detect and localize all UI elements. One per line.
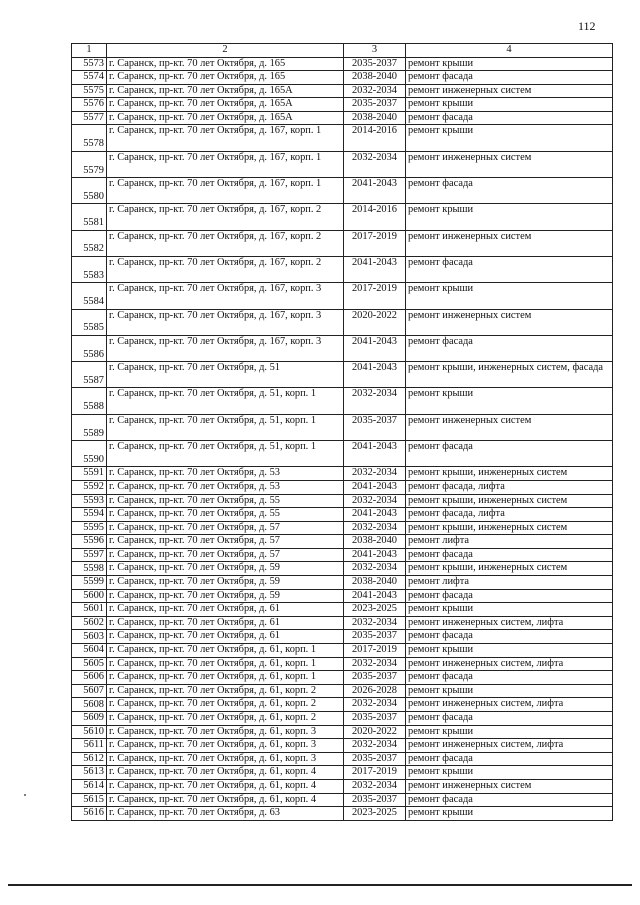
row-work-type: ремонт крыши xyxy=(406,644,613,658)
row-number: 5601 xyxy=(72,603,107,617)
row-number: 5588 xyxy=(72,388,107,414)
row-number: 5574 xyxy=(72,71,107,85)
row-work-type: ремонт крыши, инженерных систем xyxy=(406,467,613,481)
table-row xyxy=(72,441,613,467)
row-period: 2032-2034 xyxy=(344,467,406,481)
table-row xyxy=(72,548,613,562)
row-period: 2032-2034 xyxy=(344,779,406,793)
table-row xyxy=(72,178,613,204)
table-row xyxy=(72,725,613,739)
table-row xyxy=(72,793,613,807)
row-work-type: ремонт крыши xyxy=(406,283,613,309)
table-row xyxy=(72,671,613,685)
row-number: 5590 xyxy=(72,441,107,467)
table-row xyxy=(72,712,613,726)
table-row xyxy=(72,535,613,549)
table-row xyxy=(72,111,613,125)
repair-schedule-table xyxy=(71,43,613,821)
row-period: 2032-2034 xyxy=(344,657,406,671)
row-number: 5606 xyxy=(72,671,107,685)
table-row xyxy=(72,698,613,712)
table-row xyxy=(72,494,613,508)
row-work-type: ремонт инженерных систем xyxy=(406,414,613,440)
table-row xyxy=(72,766,613,780)
row-period: 2038-2040 xyxy=(344,111,406,125)
row-address: г. Саранск, пр-кт. 70 лет Октября, д. 167, корп. 3 xyxy=(107,283,344,309)
row-address: г. Саранск, пр-кт. 70 лет Октября, д. 61, корп. 2 xyxy=(107,684,344,698)
row-work-type: ремонт крыши xyxy=(406,684,613,698)
row-period: 2017-2019 xyxy=(344,283,406,309)
table-row xyxy=(72,576,613,590)
row-number: 5615 xyxy=(72,793,107,807)
row-address: г. Саранск, пр-кт. 70 лет Октября, д. 165 xyxy=(107,57,344,71)
row-period: 2014-2016 xyxy=(344,125,406,151)
table-row xyxy=(72,644,613,658)
row-number: 5591 xyxy=(72,467,107,481)
row-address: г. Саранск, пр-кт. 70 лет Октября, д. 165 xyxy=(107,71,344,85)
row-work-type: ремонт крыши, инженерных систем, фасада xyxy=(406,362,613,388)
row-work-type: ремонт фасада xyxy=(406,793,613,807)
row-work-type: ремонт фасада, лифта xyxy=(406,508,613,522)
row-address: г. Саранск, пр-кт. 70 лет Октября, д. 167, корп. 3 xyxy=(107,335,344,361)
table-row xyxy=(72,807,613,821)
row-work-type: ремонт фасада xyxy=(406,178,613,204)
table-row xyxy=(72,480,613,494)
row-number: 5609 xyxy=(72,712,107,726)
row-number: 5573 xyxy=(72,57,107,71)
row-address: г. Саранск, пр-кт. 70 лет Октября, д. 167, корп. 3 xyxy=(107,309,344,335)
row-work-type: ремонт крыши xyxy=(406,725,613,739)
row-address: г. Саранск, пр-кт. 70 лет Октября, д. 59 xyxy=(107,562,344,576)
row-address: г. Саранск, пр-кт. 70 лет Октября, д. 165А xyxy=(107,98,344,112)
footer-rule xyxy=(8,884,632,886)
row-period: 2032-2034 xyxy=(344,739,406,753)
row-address: г. Саранск, пр-кт. 70 лет Октября, д. 53 xyxy=(107,480,344,494)
row-period: 2041-2043 xyxy=(344,335,406,361)
row-period: 2032-2034 xyxy=(344,84,406,98)
row-number: 5602 xyxy=(72,616,107,630)
table-row xyxy=(72,362,613,388)
table-row xyxy=(72,151,613,177)
row-number: 5614 xyxy=(72,779,107,793)
row-period: 2032-2034 xyxy=(344,151,406,177)
row-work-type: ремонт инженерных систем xyxy=(406,309,613,335)
row-work-type: ремонт крыши xyxy=(406,807,613,821)
row-work-type: ремонт крыши, инженерных систем xyxy=(406,494,613,508)
row-address: г. Саранск, пр-кт. 70 лет Октября, д. 57 xyxy=(107,535,344,549)
row-address: г. Саранск, пр-кт. 70 лет Октября, д. 61, корп. 4 xyxy=(107,793,344,807)
row-work-type: ремонт крыши xyxy=(406,388,613,414)
row-number: 5578 xyxy=(72,125,107,151)
row-address: г. Саранск, пр-кт. 70 лет Октября, д. 165А xyxy=(107,84,344,98)
page-number: 112 xyxy=(578,19,596,33)
row-address: г. Саранск, пр-кт. 70 лет Октября, д. 53 xyxy=(107,467,344,481)
row-address: г. Саранск, пр-кт. 70 лет Октября, д. 63 xyxy=(107,807,344,821)
row-number: 5589 xyxy=(72,414,107,440)
row-period: 2032-2034 xyxy=(344,388,406,414)
row-period: 2017-2019 xyxy=(344,644,406,658)
table-row xyxy=(72,283,613,309)
row-period: 2023-2025 xyxy=(344,807,406,821)
row-period: 2020-2022 xyxy=(344,309,406,335)
row-period: 2035-2037 xyxy=(344,98,406,112)
row-address: г. Саранск, пр-кт. 70 лет Октября, д. 61, корп. 3 xyxy=(107,739,344,753)
row-address: г. Саранск, пр-кт. 70 лет Октября, д. 165А xyxy=(107,111,344,125)
column-header-4: 4 xyxy=(406,44,613,58)
row-address: г. Саранск, пр-кт. 70 лет Октября, д. 61, корп. 1 xyxy=(107,657,344,671)
row-number: 5613 xyxy=(72,766,107,780)
table-row xyxy=(72,589,613,603)
row-work-type: ремонт фасада xyxy=(406,589,613,603)
row-address: г. Саранск, пр-кт. 70 лет Октября, д. 61, корп. 3 xyxy=(107,752,344,766)
row-address: г. Саранск, пр-кт. 70 лет Октября, д. 167, корп. 1 xyxy=(107,178,344,204)
row-period: 2041-2043 xyxy=(344,548,406,562)
row-number: 5576 xyxy=(72,98,107,112)
row-address: г. Саранск, пр-кт. 70 лет Октября, д. 57 xyxy=(107,548,344,562)
table-row xyxy=(72,779,613,793)
row-period: 2020-2022 xyxy=(344,725,406,739)
row-number: 5581 xyxy=(72,204,107,230)
table-row xyxy=(72,562,613,576)
row-work-type: ремонт лифта xyxy=(406,576,613,590)
row-number: 5599 xyxy=(72,576,107,590)
row-number: 5595 xyxy=(72,521,107,535)
row-period: 2038-2040 xyxy=(344,535,406,549)
row-work-type: ремонт крыши xyxy=(406,766,613,780)
table-row xyxy=(72,467,613,481)
row-period: 2032-2034 xyxy=(344,562,406,576)
row-address: г. Саранск, пр-кт. 70 лет Октября, д. 59 xyxy=(107,576,344,590)
table-row xyxy=(72,684,613,698)
table-row xyxy=(72,57,613,71)
row-number: 5603 xyxy=(72,630,107,644)
row-address: г. Саранск, пр-кт. 70 лет Октября, д. 61, корп. 4 xyxy=(107,779,344,793)
table-row xyxy=(72,739,613,753)
row-number: 5616 xyxy=(72,807,107,821)
row-number: 5600 xyxy=(72,589,107,603)
row-work-type: ремонт фасада xyxy=(406,111,613,125)
row-number: 5611 xyxy=(72,739,107,753)
row-address: г. Саранск, пр-кт. 70 лет Октября, д. 61, корп. 3 xyxy=(107,725,344,739)
row-number: 5596 xyxy=(72,535,107,549)
row-period: 2041-2043 xyxy=(344,256,406,282)
row-work-type: ремонт крыши xyxy=(406,204,613,230)
row-work-type: ремонт фасада xyxy=(406,712,613,726)
table-row xyxy=(72,230,613,256)
row-work-type: ремонт фасада, лифта xyxy=(406,480,613,494)
table-row xyxy=(72,125,613,151)
row-number: 5585 xyxy=(72,309,107,335)
column-header-2: 2 xyxy=(107,44,344,58)
row-number: 5577 xyxy=(72,111,107,125)
row-number: 5598 xyxy=(72,562,107,576)
row-work-type: ремонт инженерных систем, лифта xyxy=(406,698,613,712)
column-header-3: 3 xyxy=(344,44,406,58)
table-row xyxy=(72,616,613,630)
row-address: г. Саранск, пр-кт. 70 лет Октября, д. 61, корп. 2 xyxy=(107,712,344,726)
row-work-type: ремонт крыши, инженерных систем xyxy=(406,521,613,535)
row-address: г. Саранск, пр-кт. 70 лет Октября, д. 51, корп. 1 xyxy=(107,414,344,440)
column-header-1: 1 xyxy=(72,44,107,58)
table-row xyxy=(72,204,613,230)
table-row xyxy=(72,388,613,414)
row-work-type: ремонт крыши xyxy=(406,125,613,151)
row-period: 2035-2037 xyxy=(344,712,406,726)
row-work-type: ремонт фасада xyxy=(406,71,613,85)
table-row xyxy=(72,508,613,522)
row-address: г. Саранск, пр-кт. 70 лет Октября, д. 61 xyxy=(107,603,344,617)
row-work-type: ремонт лифта xyxy=(406,535,613,549)
row-address: г. Саранск, пр-кт. 70 лет Октября, д. 51, корп. 1 xyxy=(107,388,344,414)
row-number: 5608 xyxy=(72,698,107,712)
row-number: 5579 xyxy=(72,151,107,177)
scan-mark xyxy=(24,794,26,796)
row-address: г. Саранск, пр-кт. 70 лет Октября, д. 61 xyxy=(107,630,344,644)
table-row xyxy=(72,603,613,617)
row-period: 2041-2043 xyxy=(344,480,406,494)
table-row xyxy=(72,657,613,671)
row-address: г. Саранск, пр-кт. 70 лет Октября, д. 61, корп. 1 xyxy=(107,644,344,658)
row-number: 5593 xyxy=(72,494,107,508)
row-address: г. Саранск, пр-кт. 70 лет Октября, д. 51 xyxy=(107,362,344,388)
row-work-type: ремонт инженерных систем xyxy=(406,779,613,793)
row-work-type: ремонт инженерных систем, лифта xyxy=(406,739,613,753)
row-number: 5607 xyxy=(72,684,107,698)
row-number: 5582 xyxy=(72,230,107,256)
row-work-type: ремонт фасада xyxy=(406,335,613,361)
row-number: 5586 xyxy=(72,335,107,361)
table-row xyxy=(72,309,613,335)
row-number: 5587 xyxy=(72,362,107,388)
row-address: г. Саранск, пр-кт. 70 лет Октября, д. 167, корп. 2 xyxy=(107,256,344,282)
row-number: 5575 xyxy=(72,84,107,98)
row-period: 2035-2037 xyxy=(344,57,406,71)
row-address: г. Саранск, пр-кт. 70 лет Октября, д. 167, корп. 2 xyxy=(107,230,344,256)
row-address: г. Саранск, пр-кт. 70 лет Октября, д. 167, корп. 1 xyxy=(107,125,344,151)
row-period: 2041-2043 xyxy=(344,362,406,388)
row-work-type: ремонт инженерных систем, лифта xyxy=(406,657,613,671)
table-row xyxy=(72,256,613,282)
row-address: г. Саранск, пр-кт. 70 лет Октября, д. 57 xyxy=(107,521,344,535)
row-period: 2032-2034 xyxy=(344,494,406,508)
row-number: 5583 xyxy=(72,256,107,282)
table-row xyxy=(72,521,613,535)
row-address: г. Саранск, пр-кт. 70 лет Октября, д. 59 xyxy=(107,589,344,603)
row-period: 2017-2019 xyxy=(344,230,406,256)
row-address: г. Саранск, пр-кт. 70 лет Октября, д. 61, корп. 2 xyxy=(107,698,344,712)
row-period: 2041-2043 xyxy=(344,508,406,522)
row-work-type: ремонт фасада xyxy=(406,441,613,467)
row-work-type: ремонт фасада xyxy=(406,548,613,562)
row-number: 5594 xyxy=(72,508,107,522)
table-header-row xyxy=(72,44,613,58)
row-work-type: ремонт инженерных систем, лифта xyxy=(406,616,613,630)
row-period: 2041-2043 xyxy=(344,441,406,467)
table-body xyxy=(72,57,613,820)
row-period: 2035-2037 xyxy=(344,793,406,807)
row-address: г. Саранск, пр-кт. 70 лет Октября, д. 167, корп. 1 xyxy=(107,151,344,177)
row-work-type: ремонт крыши xyxy=(406,57,613,71)
row-number: 5592 xyxy=(72,480,107,494)
table-row xyxy=(72,630,613,644)
table-row xyxy=(72,335,613,361)
row-work-type: ремонт крыши xyxy=(406,98,613,112)
row-number: 5610 xyxy=(72,725,107,739)
row-address: г. Саранск, пр-кт. 70 лет Октября, д. 55 xyxy=(107,508,344,522)
row-work-type: ремонт фасада xyxy=(406,671,613,685)
row-number: 5584 xyxy=(72,283,107,309)
row-work-type: ремонт фасада xyxy=(406,256,613,282)
row-work-type: ремонт крыши xyxy=(406,603,613,617)
row-period: 2035-2037 xyxy=(344,671,406,685)
row-work-type: ремонт инженерных систем xyxy=(406,230,613,256)
table-row xyxy=(72,414,613,440)
row-period: 2041-2043 xyxy=(344,589,406,603)
row-work-type: ремонт фасада xyxy=(406,752,613,766)
row-number: 5612 xyxy=(72,752,107,766)
table-row xyxy=(72,84,613,98)
row-work-type: ремонт крыши, инженерных систем xyxy=(406,562,613,576)
row-period: 2026-2028 xyxy=(344,684,406,698)
row-number: 5580 xyxy=(72,178,107,204)
row-period: 2041-2043 xyxy=(344,178,406,204)
row-number: 5605 xyxy=(72,657,107,671)
row-work-type: ремонт инженерных систем xyxy=(406,151,613,177)
row-period: 2014-2016 xyxy=(344,204,406,230)
row-address: г. Саранск, пр-кт. 70 лет Октября, д. 167, корп. 2 xyxy=(107,204,344,230)
row-work-type: ремонт фасада xyxy=(406,630,613,644)
row-period: 2032-2034 xyxy=(344,698,406,712)
table-row xyxy=(72,71,613,85)
row-period: 2038-2040 xyxy=(344,71,406,85)
row-work-type: ремонт инженерных систем xyxy=(406,84,613,98)
row-period: 2023-2025 xyxy=(344,603,406,617)
table-row xyxy=(72,98,613,112)
row-period: 2017-2019 xyxy=(344,766,406,780)
row-address: г. Саранск, пр-кт. 70 лет Октября, д. 51, корп. 1 xyxy=(107,441,344,467)
table-row xyxy=(72,752,613,766)
row-address: г. Саранск, пр-кт. 70 лет Октября, д. 61 xyxy=(107,616,344,630)
row-address: г. Саранск, пр-кт. 70 лет Октября, д. 55 xyxy=(107,494,344,508)
row-address: г. Саранск, пр-кт. 70 лет Октября, д. 61, корп. 1 xyxy=(107,671,344,685)
row-period: 2038-2040 xyxy=(344,576,406,590)
row-period: 2035-2037 xyxy=(344,414,406,440)
row-period: 2035-2037 xyxy=(344,752,406,766)
row-number: 5597 xyxy=(72,548,107,562)
row-period: 2032-2034 xyxy=(344,616,406,630)
row-period: 2035-2037 xyxy=(344,630,406,644)
row-address: г. Саранск, пр-кт. 70 лет Октября, д. 61, корп. 4 xyxy=(107,766,344,780)
row-period: 2032-2034 xyxy=(344,521,406,535)
row-number: 5604 xyxy=(72,644,107,658)
